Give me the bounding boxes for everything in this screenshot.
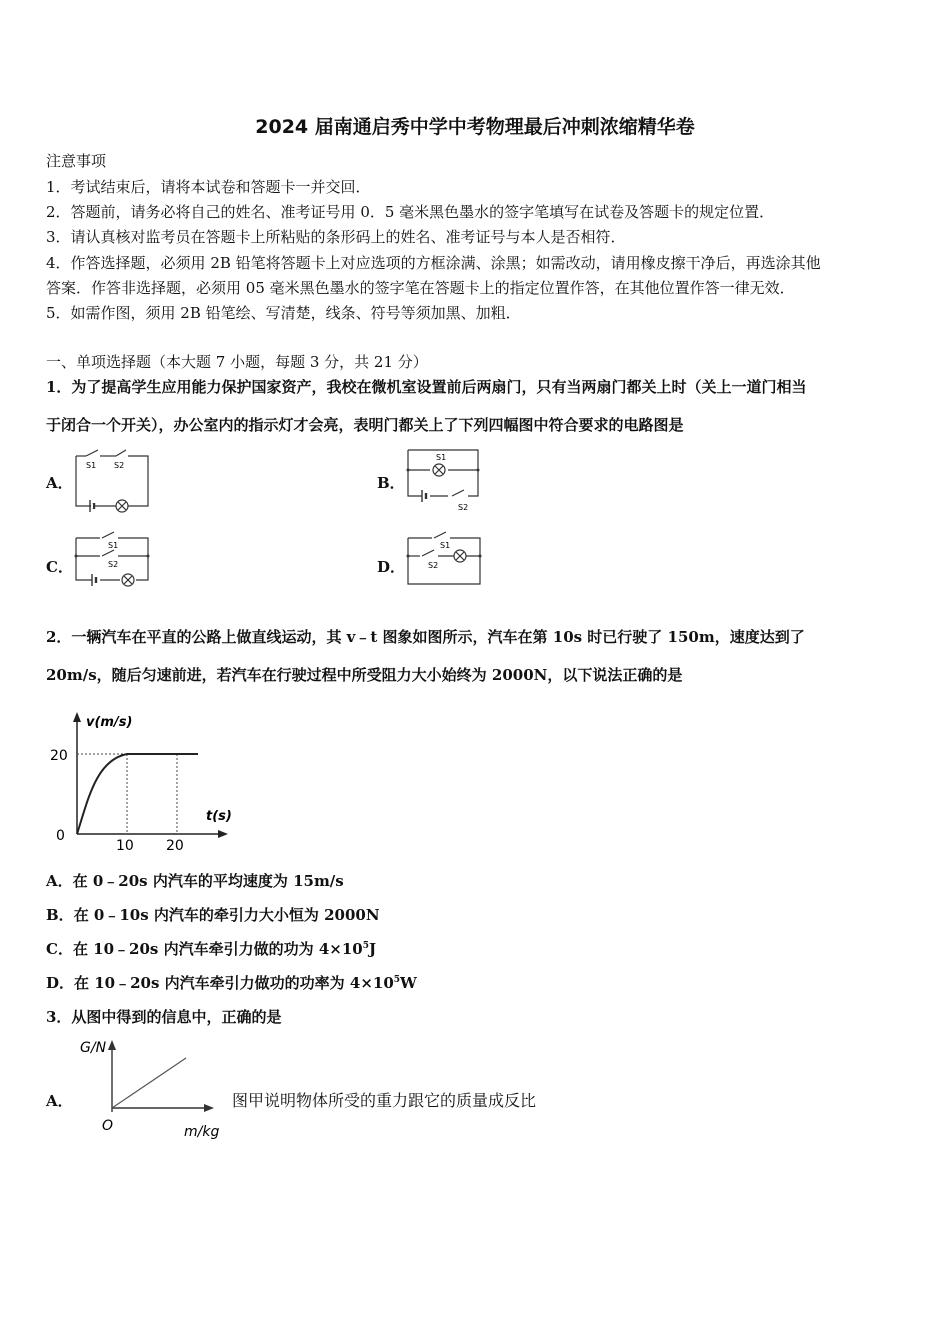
q1-circuit-d <box>402 524 486 594</box>
q1-option-b-label: B． <box>377 474 405 492</box>
q2-vt-graph <box>46 702 246 854</box>
switch-s1-label: S1 <box>86 461 97 470</box>
option-label: C． <box>46 940 73 958</box>
notice-item: 5．如需作图，须用 2B 铅笔绘、写清楚，线条、符号等须加黑、加粗． <box>46 304 521 322</box>
x-axis-arrow <box>204 1104 214 1112</box>
q1-circuit-b <box>402 440 484 516</box>
q2-option-d <box>46 972 417 993</box>
y-axis-arrow <box>73 712 81 722</box>
switch-s1-label: S1 <box>440 541 451 550</box>
switch-s2-label: S2 <box>458 503 469 512</box>
switch-s1-label: S1 <box>108 541 119 550</box>
y-axis-arrow <box>108 1040 116 1050</box>
graph-y-tick: 20 <box>50 748 68 764</box>
question-1-line1: 1．为了提高学生应用能力保护国家资产，我校在微机室设置前后两扇门，只有当两扇门都关上时（关上一道门相当 <box>46 378 807 396</box>
q1-circuit-a <box>70 446 156 514</box>
option-text: 在 10﹣20s 内汽车牵引力做的功为 4×10 <box>72 940 363 958</box>
question-1-line2: 于闭合一个开关），办公室内的指示灯才会亮，表明门都关上了下列四幅图中符合要求的电路图是 <box>46 416 684 434</box>
g-m-line <box>112 1058 186 1108</box>
option-text: 在 0﹣20s 内汽车的平均速度为 15m/s <box>72 872 344 890</box>
notice-item: 1．考试结束后，请将本试卷和答题卡一并交回． <box>46 178 371 196</box>
option-label: A． <box>46 872 73 890</box>
page-title: 2024 届南通启秀中学中考物理最后冲刺浓缩精华卷 <box>255 116 695 138</box>
notice-item: 3．请认真核对监考员在答题卡上所粘贴的条形码上的姓名、准考证号与本人是否相符． <box>46 228 626 246</box>
graph-y-label: v(m/s) <box>86 715 133 730</box>
q1-circuit-c <box>70 524 156 594</box>
q1-option-c-label: C． <box>46 558 73 576</box>
q1-option-a-label: A． <box>46 474 73 492</box>
option-exponent: 5 <box>362 941 369 951</box>
q2-option-b <box>46 904 380 925</box>
option-text: 在 10﹣20s 内汽车牵引力做功的功率为 4×10 <box>74 974 394 992</box>
switch-s2-label: S2 <box>108 560 119 569</box>
notice-item: 2．答题前，请务必将自己的姓名、准考证号用 0．5 毫米黑色墨水的签字笔填写在试卷及答题卡的规定位置． <box>46 203 775 221</box>
q3-gm-graph <box>74 1032 234 1144</box>
option-label: B． <box>46 906 74 924</box>
graph-x-label: m/kg <box>184 1124 220 1140</box>
graph-x-tick: 10 <box>116 838 134 854</box>
option-text: 在 0﹣10s 内汽车的牵引力大小恒为 2000N <box>73 906 380 924</box>
graph-origin: O <box>102 1118 114 1134</box>
section-heading: 一、单项选择题（本大题 7 小题，每题 3 分，共 21 分） <box>46 353 428 371</box>
graph-x-tick: 20 <box>166 838 184 854</box>
velocity-curve <box>77 754 198 834</box>
q3-option-a-label: A． <box>46 1092 73 1110</box>
question-3-stem: 3．从图中得到的信息中，正确的是 <box>46 1008 282 1026</box>
notice-heading: 注意事项 <box>46 152 107 170</box>
q2-option-a <box>46 870 344 891</box>
option-label: D． <box>46 974 75 992</box>
graph-origin: 0 <box>56 828 65 844</box>
switch-s2-label: S2 <box>114 461 125 470</box>
switch-s2-label: S2 <box>428 561 439 570</box>
q2-option-c <box>46 938 376 959</box>
question-2-line1: 2．一辆汽车在平直的公路上做直线运动，其 v﹣t 图象如图所示，汽车在第 10s 时已行驶了 150m，速度达到了 <box>46 628 805 646</box>
option-unit: J <box>368 940 377 958</box>
q1-option-d-label: D． <box>377 558 406 576</box>
graph-x-label: t(s) <box>206 809 232 824</box>
x-axis-arrow <box>218 830 228 838</box>
notice-item: 答案．作答非选择题，必须用 05 毫米黑色墨水的签字笔在答题卡上的指定位置作答，在其他位置作答一律无效． <box>46 279 795 297</box>
graph-y-label: G/N <box>80 1040 107 1056</box>
question-2-line2: 20m/s，随后匀速前进，若汽车在行驶过程中所受阻力大小始终为 2000N，以下说法正确的是 <box>46 666 683 684</box>
option-exponent: 5 <box>393 975 401 985</box>
option-unit: W <box>400 974 417 992</box>
notice-item: 4．作答选择题，必须用 2B 铅笔将答题卡上对应选项的方框涂满、涂黑；如需改动，请用橡皮擦干净后，再选涂其他 <box>46 254 821 272</box>
q3-option-a-text: 图甲说明物体所受的重力跟它的质量成反比 <box>232 1091 537 1110</box>
switch-s1-label: S1 <box>436 453 447 462</box>
